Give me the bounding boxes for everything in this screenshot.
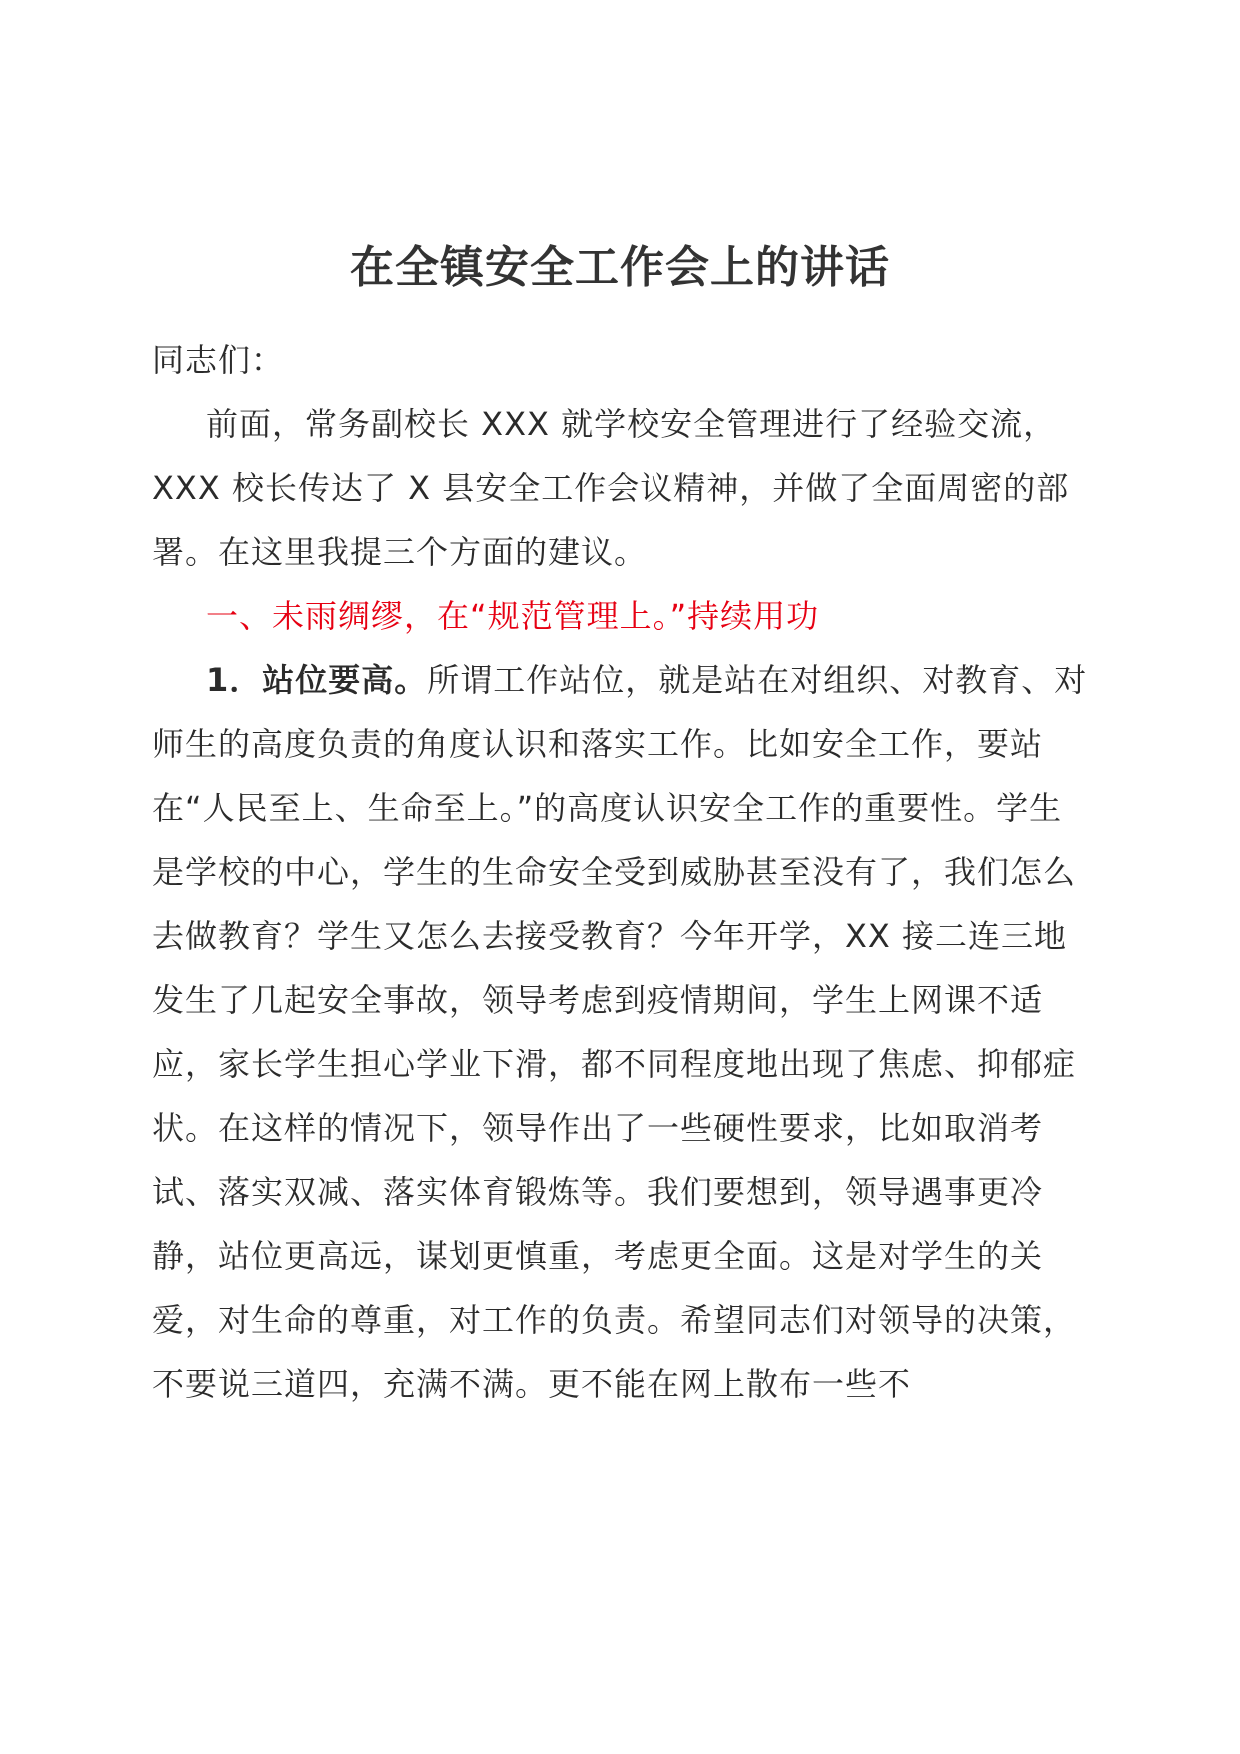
point-lead: 1．站位要高。 bbox=[206, 661, 428, 699]
point-text: 所谓工作站位，就是站在对组织、对教育、对师生的高度负责的角度认识和落实工作。比如安全工作，要站在“人民至上、生命至上。”的高度认识安全工作的重要性。学生是学校的中心，学生的生命安全受到威胁甚至没有了，我们怎么去做教育？学生又怎么去接受教育？今年开学，XX 接二连三地发生了几起安全事故，领导考虑到疫情期间，学生上网课不适应，家长学生担心学业下滑，都不同程度地出现了焦虑、抑郁症状。在这样的情况下，领导作出了一些硬性要求，比如取消考试、落实双减、落实体育锻炼等。我们要想到，领导遇事更冷静，站位更高远，谋划更慎重，考虑更全面。这是对学生的关爱，对生命的尊重，对工作的负责。希望同志们对领导的决策，不要说三道四，充满不满。更不能在网上散布一些不 bbox=[152, 661, 1088, 1403]
document-title: 在全镇安全工作会上的讲话 bbox=[350, 242, 890, 293]
salutation: 同志们： bbox=[152, 341, 285, 379]
document-body bbox=[152, 328, 1092, 1416]
intro-paragraph: 前面，常务副校长 XXX 就学校安全管理进行了经验交流，XXX 校长传达了 X 县安全工作会议精神，并做了全面周密的部署。在这里我提三个方面的建议。 bbox=[152, 405, 1070, 571]
section-heading: 一、未雨绸缪，在“规范管理上。”持续用功 bbox=[206, 597, 820, 635]
point-paragraph bbox=[152, 648, 1092, 1416]
